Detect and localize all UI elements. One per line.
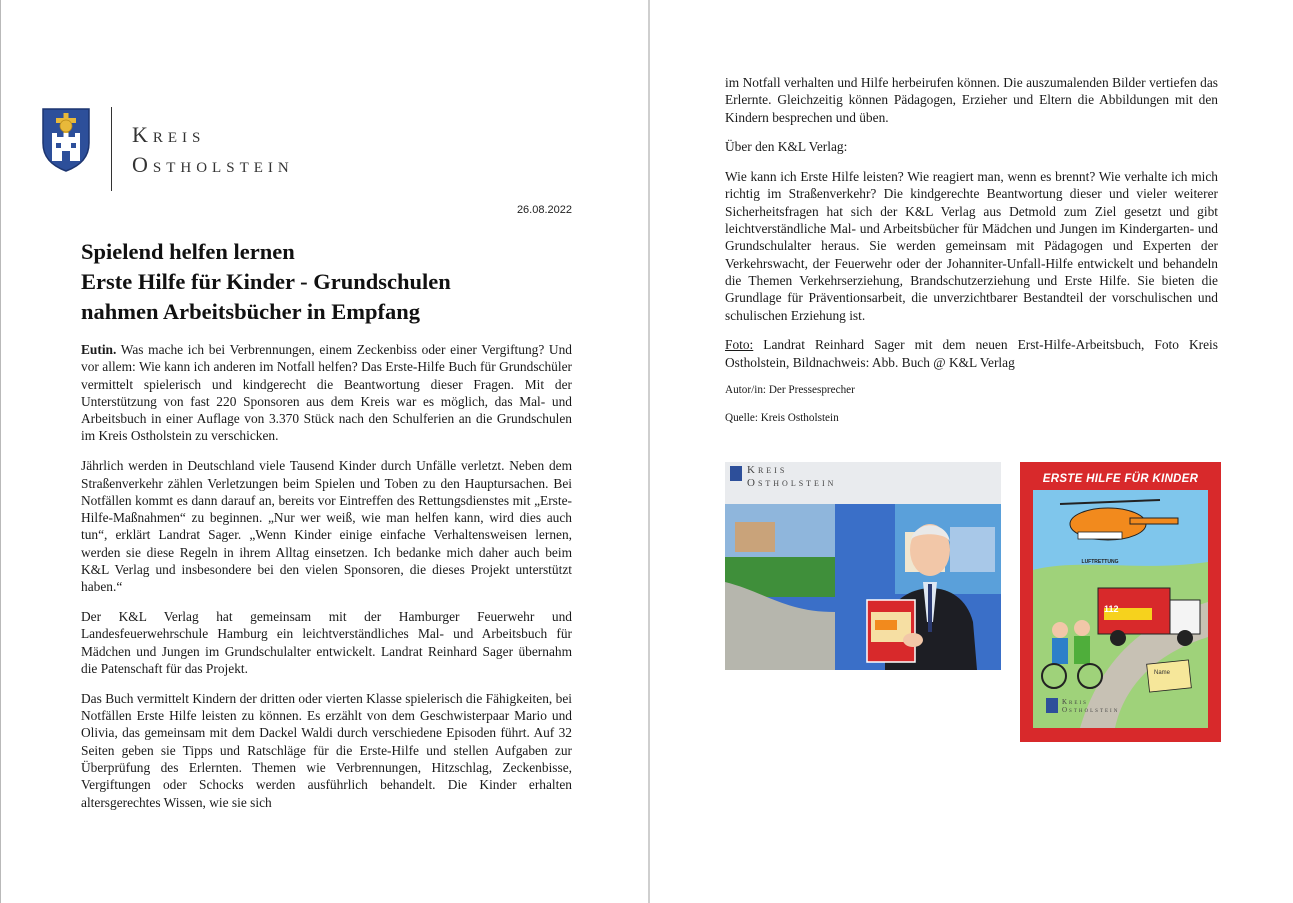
headline-line-2: Erste Hilfe für Kinder - Grundschulen [81,269,451,294]
coat-of-arms-logo [41,107,91,178]
banner-crest-shape [730,466,742,481]
logo-line-2: Ostholstein [132,152,294,177]
headline [81,237,581,327]
book-cover-image [1020,462,1221,742]
paragraph-5: im Notfall verhalten und Hilfe herbeirufen können. Die auszumalenden Bilder vertiefen das Erlernte. Gleichzeitig können Pädagogen, Erzieher und Eltern die Abbildungen mit den Kindern besprechen und üben. [725,75,1218,125]
logo-divider [111,107,112,191]
document-page-right [650,0,1293,903]
banner-line-2: Ostholstein [747,477,837,489]
paragraph-about-heading: Über den K&L Verlag: [725,139,848,155]
truck-number: 112 [1104,604,1119,614]
intro-text: Was mache ich bei Verbrennungen, einem Zeckenbiss oder einer Vergiftung? Und vor allem: Wie kann ich anderen im Notfall helfen? Das Erste-Hilfe Buch für Grundschüler vermittelt spielerisch und kindgerecht die Beantwortung dieser Fragen. Mit der Unterstützung von fast 220 Sponsoren aus dem Kreis war es möglich, das Mal- und Arbeitsbuch in einer Auflage von 3.370 Stück nach den Schulferien an die Grundschulen im Kreis Ostholstein zu verschicken. [81,342,572,444]
sign-label: Name [1154,670,1171,676]
press-release-date: 26.08.2022 [516,204,572,216]
cover-logo-line-1: Kreis [1062,698,1088,706]
cover-logo [1062,698,1119,714]
paragraph-3: Der K&L Verlag hat gemeinsam mit der Hamburger Feuerwehr und Landesfeuerwehrschule Hamburg ein leichtverständliches Mal- und Arbeitsbuch für Mädchen und Jungen im Grundschulalter entwickelt. Landrat Reinhard Sager übernahm die Patenschaft für das Projekt. [81,609,572,677]
article-body-left [81,341,572,823]
article-body-right [725,74,1218,438]
logo-line-1: Kreis [132,122,206,147]
landrat-photo [725,462,1001,670]
paragraph-intro [81,341,572,445]
paragraph-2: Jährlich werden in Deutschland viele Tausend Kinder durch Unfälle verletzt. Neben dem Straßenverkehr zählen Verletzungen beim Spielen und Toben zu den Hauptursachen. Bei Notfällen kommt es dann darauf an, bereits vor Eintreffen des Rettungsdienstes mit „Erste-Hilfe-Maßnahmen“ zu beginnen. „Nur wer weiß, wie man helfen kann, wird dies auch tun“, erklärt Landrat Sager. „Wenn Kinder einige einfache Verhaltensweisen lernen, werden sie diese Regeln in ihrem Alltag einsetzen. Ich bedanke mich daher auch beim K&L Verlag und insbesondere bei den vielen Sponsoren, die dieses Projekt unterstützt haben.“ [81,458,572,595]
photo-caption [725,336,1218,371]
cover-crest-shape [1046,698,1058,713]
author-line: Autor/in: Der Pressesprecher [725,384,855,397]
cover-title: ERSTE HILFE FÜR KINDER [1042,473,1199,485]
paragraph-about: Wie kann ich Erste Hilfe leisten? Wie reagiert man, wenn es brennt? Wie verhalte ich mich richtig im Straßenverkehr? Die kindgerechte Beantwortung dieser und vieler weiterer Sicherheitsfragen hat sich der K&L Verlag aus Detmold zum Ziel gesetzt und gibt leichtverständliche Mal- und Arbeitsbücher für Mädchen und Jungen im Kindergarten- und Grundschulalter heraus. Sie werden gemeinsam mit Pädagogen und Experten der Verkehrswacht, der Feuerwehr oder der Johanniter-Unfall-Hilfe entwickelt und behandeln die Themen Verkehrserziehung, Brandschutzerziehung und Erste Hilfe. Sie bieten die Grundlage für Präventionsarbeit, die unverzichtbarer Bestandteil der vorschulischen und schulischen Erziehung ist. [725,169,1218,323]
headline-line-1: Spielend helfen lernen [81,239,295,264]
banner-line-1: Kreis [747,464,788,476]
dateline: Eutin. [81,342,117,357]
cover-logo-line-2: Ostholstein [1062,706,1120,714]
photo-caption-text: Landrat Reinhard Sager mit dem neuen Erst-Hilfe-Arbeitsbuch, Foto Kreis Ostholstein, Bildnachweis: Abb. Buch @ K&L Verlag [725,337,1218,370]
logo-wordmark [132,120,294,180]
photo-caption-label: Foto: [725,337,754,353]
paragraph-4: Das Buch vermittelt Kindern der dritten oder vierten Klasse spielerisch die Fähigkeiten, bei Notfällen Erste Hilfe leisten zu können. Es erzählt von dem Geschwisterpaar Mario und Olivia, das gemeinsam mit dem Dackel Waldi durch verschiedene Episoden führt. Auf 32 Seiten geben sie Tipps und Ratschläge für die Erste-Hilfe und stellen Aufgaben zur Überprüfung des Erlernten. Themen wie Verbrennungen, Hitzschlag, Zeckenbisse, Vergiftungen oder Schocks werden ausführlich behandelt. Die Kinder erhalten altersgerechtes Wissen, wie sie sich [81,690,572,810]
helicopter-label: LUFTRETTUNG [1081,559,1119,565]
source-line: Quelle: Kreis Ostholstein [725,411,839,424]
headline-line-3: nahmen Arbeitsbücher in Empfang [81,299,421,324]
